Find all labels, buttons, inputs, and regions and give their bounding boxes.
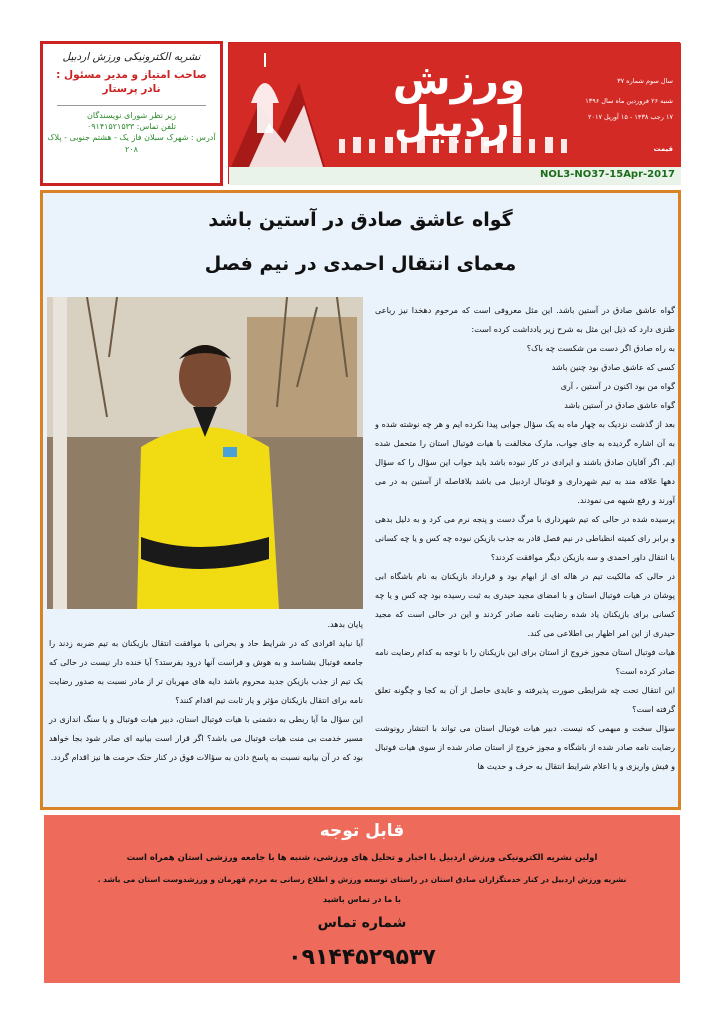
article-body-left <box>49 615 363 767</box>
verse-line: گواه من بود اکنون در آستین ، آری <box>560 381 675 391</box>
paragraph: گواه عاشق صادق در آستین باشد. این مثل معروفی است که مرحوم دهخدا نیز رباعی طنزی دارد که ذیل این مثل به شرح زیر یادداشت کرده است: <box>375 305 675 334</box>
paragraph: آیا نباید افرادی که در شرایط حاد و بحرانی با موافقت انتقال بازیکنان به تیم ضربه زدند را جامعه فوتبال بشناسد و به هوش و فراست آنها درود بفرستد؟ آیا خنده دار نیست در حالی که یک تیم از جذب بازیکن جدید محروم باشد دایه های مهربان تر از مادر نسبت به صدور رضایت نامه برای انتقال بازیکنان مؤثر و یار ثابت تیم اقدام کنند؟ <box>49 638 363 705</box>
paragraph: هیات فوتبال استان مجوز خروج از استان برای این بازیکنان را با توجه به کدام رضایت نامه صادر کرده است؟ <box>375 647 675 676</box>
paragraph: پایان بدهد. <box>327 619 363 629</box>
article-frame <box>40 190 681 810</box>
notice-title: قابل توجه <box>319 821 405 841</box>
paragraph: این انتقال تحت چه شرایطی صورت پذیرفته و عایدی حاصل از آن به کجا و چگونه تعلق گرفته است؟ <box>375 685 675 714</box>
issue-code: NOL3-NO37-15Apr-2017 <box>539 169 675 180</box>
publisher-divider <box>57 105 206 106</box>
publisher-name: نشریه الکترونیکی ورزش اردبیل <box>62 51 201 63</box>
contact-phone[interactable]: ۰۹۱۴۴۵۲۹۵۳۷ <box>288 945 436 970</box>
paragraph: این سؤال ما آیا ربطی به دشمنی با هیات فوتبال استان، دبیر هیات فوتبال و یا سنگ اندازی در مسیر خدمت بی منت هیات فوتبال می باشد؟ اگر قرار است بیانیه ای صادر شود بجا خواهد بود که در آن بیانیه نسبت به پاسخ دادن به سؤالات فوق در کنار حتک حرمت ها نیز اقدام گردد. <box>49 714 363 762</box>
verse-line: کسی که عاشق صادق بود چنین باشد <box>551 362 675 372</box>
issue-number: سال سوم شماره ۳۷ <box>617 77 673 85</box>
paragraph: پرسیده شده در حالی که تیم شهرداری با مرگ دست و پنجه نرم می کرد و به دلیل بدهی و برابر رای کمیته انظباطی در نیم فصل قادر به جذب بازیکن نبوده چه کس و یا چه کسانی با انتقال داور احمدی و سه بازیکن دیگر موافقت کردند؟ <box>375 514 675 562</box>
publisher-box <box>40 41 223 186</box>
paragraph: بعد از گذشت نزدیک به چهار ماه به یک سؤال جوابی پیدا نکرده ایم و هر چه نوشته شده و به آن اشاره گردیده به جای جواب، مارک مخالفت با هیات فوتبال استان را متحمل شده ایم. اگر آقایان صادق باشند و ایرادی در کار نبوده باشد باید جواب این سؤال را که سؤال دهها علاقه مند به تیم شهرداری و فوتبال اردبیل می باشد بلافاصله از آستین به در می آورند و رفع شبهه می نمودند. <box>375 419 675 505</box>
council-text: زیر نظر شورای نویسندگان <box>87 111 176 120</box>
article-headline: گواه عاشق صادق در آستین باشد <box>208 209 513 231</box>
verse-line: گواه عاشق صادق در آستین باشد <box>564 400 675 410</box>
price-label: قیمت <box>653 145 673 153</box>
notice-box <box>44 815 680 983</box>
paragraph: در حالی که مالکیت تیم در هاله ای از ابهام بود و قرارداد بازیکنان به نام باشگاه ابی پوشان در هیات فوتبال استان و با امضای مجید حیدری به ثبت رسیده بود چه کس و یا چه کسانی برای بازیکنان یاد شده رضایت نامه صادر کردند و این در حالی است که مجید حیدری از این امر اظهار بی اطلاعی می کند. <box>375 571 675 638</box>
notice-text: اولین نشریه الکترونیکی ورزش اردبیل با اخبار و تحلیل های ورزشی، شنبه ها با جامعه ورزشی استان همراه است <box>126 853 598 863</box>
masthead-title: ورزش اردبیل <box>392 55 526 146</box>
article-body-right <box>375 301 675 776</box>
contact-label: شماره تماس <box>317 915 407 931</box>
article-subheadline: معمای انتقال احمدی در نیم فصل <box>204 253 517 275</box>
verse-line: به راه صادق اگر دست من شکست چه باک؟ <box>526 343 675 353</box>
owner-name: نادر پرستار <box>102 83 161 95</box>
notice-text: با ما در تماس باشید <box>323 895 401 904</box>
masthead <box>228 42 680 184</box>
owner-label: صاحب امتیاز و مدیر مسئول : <box>56 69 207 81</box>
paragraph: سؤال سخت و مبهمی که نیست. دبیر هیات فوتبال استان می تواند با انتشار رونوشت رضایت نامه صادر شده از باشگاه و مجوز خروج از استان صادر شده از سوی هیات فوتبال و فیش واریزی و یا اعلام شرایط انتقال به حرف و حدیث ها <box>375 723 675 771</box>
date-lunar: ۱۷ رجب ۱۴۳۸ - ۱۵ آوریل ۲۰۱۷ <box>587 113 673 121</box>
player-photo <box>47 297 363 609</box>
notice-text: نشریه ورزش اردبیل در کنار خدمتگزاران صادق استان در راستای توسعه ورزش و اطلاع رسانی به مردم قهرمان و ورزشدوست استان می باشد . <box>97 875 627 884</box>
date-solar: شنبه ۲۶ فروردین ماه سال ۱۳۹۶ <box>585 97 673 105</box>
phone-text: تلفن تماس: ۰۹۱۴۱۵۲۱۵۳۳ <box>86 122 177 132</box>
address-text: آدرس : شهرک سبلان فاز یک - هشتم جنوبی - پلاک ۲۰۸ <box>47 133 216 154</box>
